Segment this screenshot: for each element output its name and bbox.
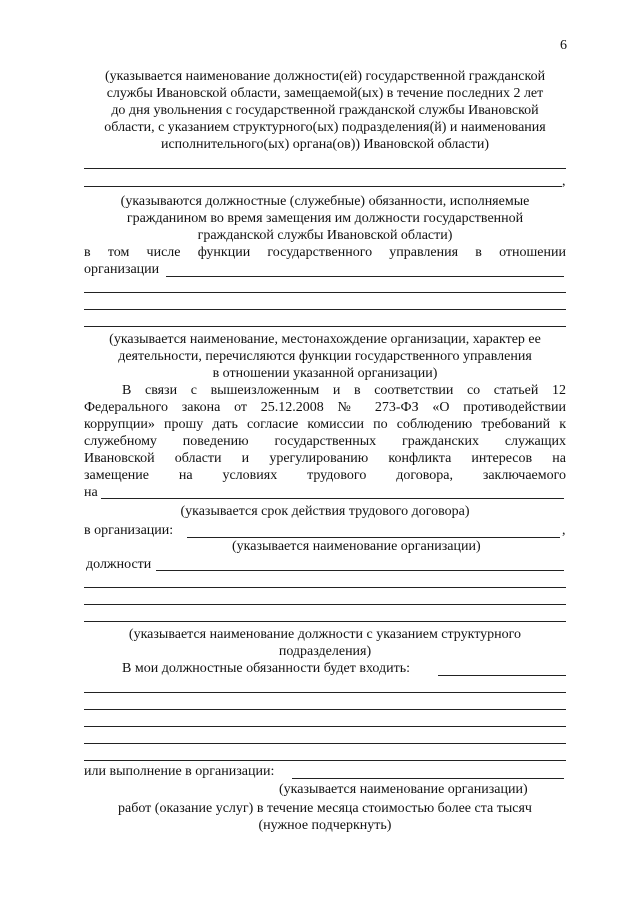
fill-line[interactable]: [84, 726, 566, 727]
request-paragraph-line-6: замещение на условиях трудового договора, заключаемого: [84, 468, 566, 483]
contract-term-fill-line[interactable]: [101, 498, 564, 499]
functions-line: в том числе функции государственного управления в отношении: [84, 245, 566, 260]
fill-line[interactable]: [84, 168, 566, 169]
work-value-line: работ (оказание услуг) в течение месяца стоимостью более ста тысяч: [118, 801, 532, 816]
position-caption-line-5: исполнительного(ых) органа(ов)) Ивановской области): [160, 137, 490, 152]
fill-line[interactable]: [84, 760, 566, 761]
fill-line[interactable]: [84, 621, 566, 622]
work-organization-fill-line[interactable]: [292, 778, 564, 779]
fill-line[interactable]: [84, 326, 566, 327]
comma: ,: [562, 523, 566, 538]
organization-label: организации: [84, 262, 160, 277]
request-paragraph-line-1: В связи с вышеизложенным и в соответствии со статьей 12: [122, 383, 566, 398]
future-duties-fill-line[interactable]: [438, 675, 566, 676]
organization-name-caption: (указывается наименование организации): [232, 539, 481, 554]
position-name-caption-line-2: подразделения): [278, 644, 372, 659]
organization-caption-line-2: деятельности, перечисляются функции государственного управления: [118, 349, 532, 364]
position-caption-line-2: службы Ивановской области, замещаемой(ых) в течение последних 2 лет: [106, 86, 544, 101]
in-organization-label: в организации:: [84, 523, 174, 538]
fill-line[interactable]: [84, 309, 566, 310]
request-paragraph-line-3: коррупции» прошу дать согласие комиссии по соблюдению требований к: [84, 417, 566, 432]
request-paragraph-line-5: Ивановской области и урегулированию конфликта интересов на: [84, 451, 566, 466]
fill-line[interactable]: [84, 604, 566, 605]
duties-caption-line-3: гражданской службы Ивановской области): [197, 228, 453, 243]
fill-line[interactable]: [84, 743, 566, 744]
work-organization-caption: (указывается наименование организации): [279, 782, 528, 797]
position-caption-line-1: (указывается наименование должности(ей) государственной гражданской: [104, 69, 546, 84]
request-paragraph-line-2: Федерального закона от 25.12.2008 № 273-ФЗ «О противодействии: [84, 400, 566, 415]
future-duties-label: В мои должностные обязанности будет входить:: [122, 661, 411, 676]
fill-line[interactable]: [84, 292, 566, 293]
duties-caption-line-2: гражданином во время замещения им должности государственной: [126, 211, 524, 226]
duties-caption-line-1: (указываются должностные (служебные) обязанности, исполняемые: [120, 194, 530, 209]
organization-caption-line-3: в отношении указанной организации): [212, 366, 438, 381]
page-number: 6: [560, 38, 567, 53]
position-fill-line[interactable]: [156, 570, 564, 571]
fill-line[interactable]: [84, 587, 566, 588]
position-caption-line-4: области, с указанием структурного(ых) подразделения(й) и наименования: [104, 120, 546, 135]
position-label: должности: [86, 557, 152, 572]
position-name-caption-line-1: (указывается наименование должности с указанием структурного: [128, 627, 522, 642]
request-paragraph-line-7: на: [84, 485, 98, 500]
fill-line[interactable]: [84, 709, 566, 710]
fill-line[interactable]: [84, 692, 566, 693]
organization-caption-line-1: (указывается наименование, местонахождение организации, характер ее: [109, 332, 541, 347]
work-performance-label: или выполнение в организации:: [84, 764, 275, 779]
contract-term-caption: (указывается срок действия трудового договора): [180, 504, 470, 519]
fill-line[interactable]: [84, 186, 562, 187]
underline-hint: (нужное подчеркнуть): [258, 818, 392, 833]
comma: ,: [562, 174, 566, 189]
request-paragraph-line-4: служебному поведению государственных гражданских служащих: [84, 434, 566, 449]
organization-fill-line[interactable]: [166, 276, 564, 277]
position-caption-line-3: до дня увольнения с государственной гражданской службы Ивановской: [111, 103, 539, 118]
